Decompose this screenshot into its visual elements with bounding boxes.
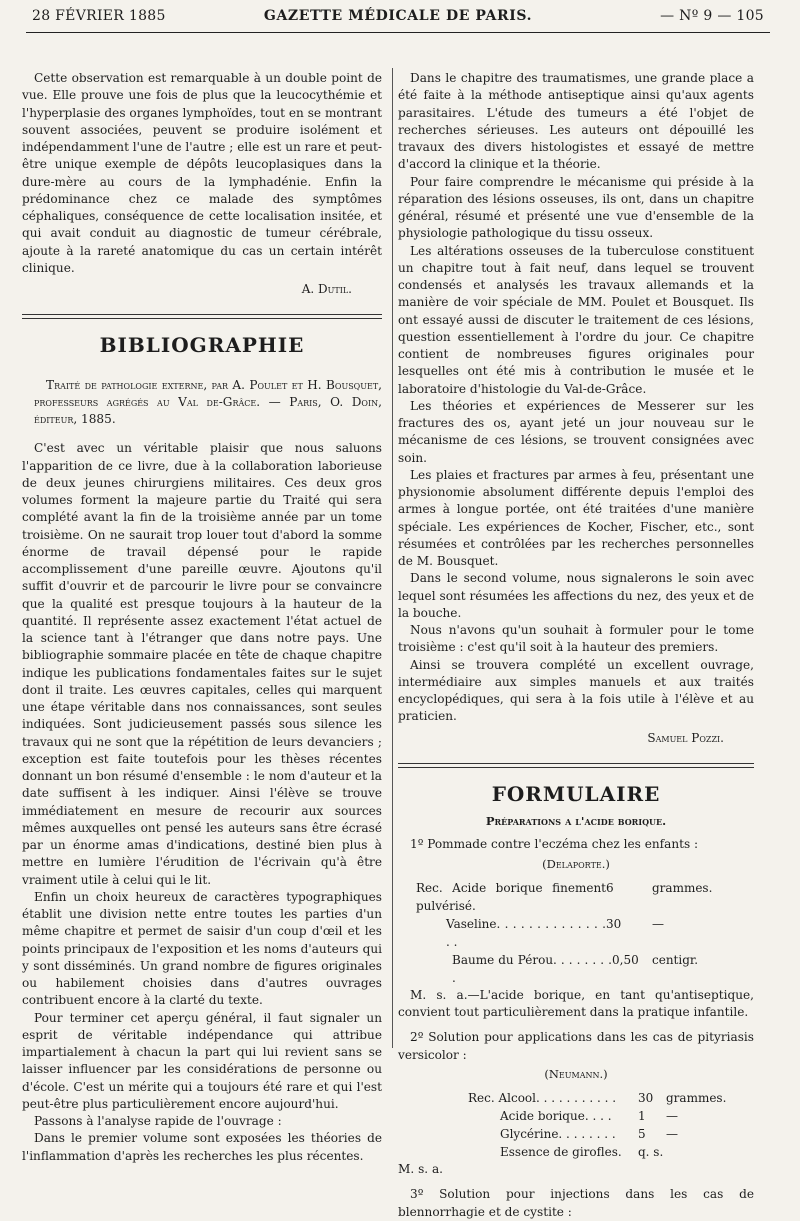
biblio-reference: Traité de pathologie externe, par A. Poulet et H. Bousquet, professeurs agrégés au Val de-Grâce. — Paris, O. Doin, éditeur, 1885. (34, 377, 382, 426)
journal-title: GAZETTE MÉDICALE DE PARIS. (263, 8, 533, 24)
ingredient: Essence de girofles. (500, 1145, 622, 1159)
quantity: q. s. (638, 1145, 664, 1159)
formula-row (416, 879, 754, 915)
unit (678, 1143, 754, 1161)
review-paragraph: Passons à l'analyse rapide de l'ouvrage : (34, 1114, 282, 1128)
formula-row (468, 1143, 754, 1161)
review-paragraph: Enfin un choix heureux de caractères typographiques établit une division nette entre toutes les parties d'un même chapitre et permet de saisir d'un coup d'œil et les points principaux de l'exposition et les noms d'auteurs qui y sont disséminés. Un grand nombre de figures originales ou habilement choisies dans d'autres ouvrages contribuent encore à la clarté du texte. (22, 889, 382, 1008)
observation-paragraph: Cette observation est remarquable à un double point de vue. Elle prouve une fois de plus que la leucocythémie et l'hyperplasie des organes lymphoïdes, tout en se montrant souvent associées, peuvent se produire isolément et indépendamment l'une de l'autre ; elle est un rare et peut-être unique exemple de dépôts leucoplasiques dans la dure-mère au cours de la lymphadénie. Enfin la prédominance chez ce malade des symptômes céphaliques, conséquence de cette localisation insitée, et qui avait conduit au diagnostic de tumeur cérébrale, ajoute à la rareté anatomique du cas un certain intérêt clinique. (22, 71, 382, 275)
bibliographie-title: BIBLIOGRAPHIE (99, 333, 305, 358)
formula-row (468, 1107, 754, 1125)
formula-note: M. s. a.—L'acide borique, en tant qu'antiseptique, convient tout particulièrement dans la pratique infantile. (398, 987, 754, 1019)
formula-title: 2º Solution pour applications dans les cas de pityriasis versicolor : (398, 1030, 754, 1062)
page-header (32, 8, 764, 32)
formula-2-table (468, 1089, 754, 1161)
formula-1-table (416, 879, 754, 987)
ingredient: Acide borique. . . . (500, 1109, 612, 1123)
section-rule (22, 314, 382, 319)
review-paragraph: Dans le premier volume sont exposées les théories de l'inflammation d'après les recherches les plus récentes. (22, 1131, 382, 1163)
quantity: 30 (638, 1091, 654, 1105)
review-paragraph: Nous n'avons qu'un souhait à formuler pour le tome troisième : c'est qu'il soit à la hauteur des premiers. (398, 623, 754, 655)
review-paragraph: Les théories et expériences de Messerer sur les fractures des os, ayant jeté un jour nouveau sur le mécanisme de ces lésions, se trouvent consignées avec soin. (398, 398, 754, 465)
formula-title: 1º Pommade contre l'eczéma chez les enfants : (410, 837, 699, 852)
formula-author: (Neumann.) (544, 1066, 608, 1081)
quantity: 5 (638, 1127, 646, 1141)
quantity: 0,50 (612, 952, 639, 967)
unit: — (666, 1109, 678, 1123)
review-paragraph: Pour terminer cet aperçu général, il faut signaler un esprit de véritable indépendance qui attribue impartialement à chacun la part qui lui revient sans se laisser influencer par les considérations de personne ou d'école. C'est un mérite qui a toujours été rare et qui l'est peut-être plus particulièrement encore aujourd'hui. (22, 1010, 382, 1111)
quantity: 6 (606, 880, 614, 895)
quantity: 1 (638, 1109, 646, 1123)
section-rule (398, 763, 754, 768)
formula-title: 3º Solution pour injections dans les cas de blennorrhagie et de cystite : (398, 1187, 754, 1219)
ingredient: Glycérine. . . . . . . . (500, 1127, 616, 1141)
formula-note: M. s. a. (398, 1162, 444, 1176)
review-paragraph: Pour faire comprendre le mécanisme qui préside à la réparation des lésions osseuses, ils ont, dans un chapitre général, résumé et présenté une vue d'ensemble de la physiologie pathologique du tissu osseux. (398, 174, 754, 241)
review-paragraph: Ainsi se trouvera complété un excellent ouvrage, intermédiaire aux simples manuels et aux traités encyclopédiques, qui sera à la fois utile à l'élève et au praticien. (398, 657, 754, 724)
ingredient: Baume du Pérou. . . . . . . . . (452, 952, 612, 985)
unit: centigr. (652, 952, 699, 967)
formulaire-subtitle: Préparations a l'acide borique. (485, 814, 667, 828)
left-column (22, 70, 382, 1165)
formula-row (468, 1089, 754, 1107)
ingredient: Rec. Alcool. . . . . . . . . . . (468, 1091, 617, 1105)
quantity: 30 (606, 916, 622, 931)
review-paragraph: C'est avec un véritable plaisir que nous saluons l'apparition de ce livre, due à la collaboration laborieuse de deux jeunes chirurgiens militaires. Ces deux gros volumes forment la majeure partie du Traité qui sera complété avant la fin de la troisième année par un tome troisième. On ne saurait trop louer tout d'abord la somme énorme de travail dépensé pour le rapide accomplissement d'une pareille œuvre. Ajoutons qu'il suffit d'ouvrir et de parcourir le livre pour se convaincre que la qualité est presque toujours à la hauteur de la quantité. Il représente assez exactement l'état actuel de la science tant à l'étranger que dans notre pays. Une bibliographie sommaire placée en tête de chaque chapitre indique les publications fondamentales faites sur le sujet dont il traite. Les œuvres capitales, celles qui marquent une étape véritable dans nos connaissances, sont seules indiquées. Sont judicieusement passés sous silence les travaux qui ne sont que la répétition de leurs devanciers ; exception est faite toutefois pour les thèses récentes donnant un bon résumé d'ensemble : le nom d'auteur et la date suffisent à les indiquer. Ainsi l'élève se trouve immédiatement en mesure de recourir aux sources mêmes auxquelles ont pensé les auteurs sans être écrasé par un énorme amas d'indications, destiné bien plus à mettre en lumière l'érudition de l'écrivain qu'à être vraiment utile à celui qui le lit. (22, 441, 382, 887)
observation-signature: A. Dutil. (301, 282, 352, 296)
unit: — (652, 916, 664, 931)
issue-page-number: — Nº 9 — 105 (660, 8, 764, 24)
review-paragraph: Dans le chapitre des traumatismes, une grande place a été faite à la méthode antiseptique ainsi qu'aux agents parasitaires. L'étude des tumeurs a été l'objet de recherches sérieuses. Les auteurs ont dépouillé les travaux des divers histologistes et essayé de mettre d'accord la clinique et la théorie. (398, 71, 754, 172)
review-signature: Samuel Pozzi. (647, 730, 724, 745)
review-paragraph: Dans le second volume, nous signalerons le soin avec lequel sont résumées les affections du nez, des yeux et de la bouche. (398, 571, 754, 620)
right-column (398, 70, 754, 1221)
ingredient: Vaseline. . . . . . . . . . . . . . . . (446, 916, 606, 949)
review-paragraph: Les plaies et fractures par armes à feu, présentant une physionomie absolument différente depuis l'emploi des armes à longue portée, ont été traitées d'une manière spéciale. Les expériences de Kocher, Fischer, etc., sont résumées et contrôlées par les recherches personnelles de M. Bousquet. (398, 467, 754, 568)
unit: grammes. (652, 880, 713, 895)
unit: — (666, 1127, 678, 1141)
formulaire-title: FORMULAIRE (491, 781, 661, 806)
column-divider (392, 68, 393, 1048)
formula-row (468, 1125, 754, 1143)
header-rule (26, 32, 770, 33)
ingredient: Rec. Acide borique finement pulvérisé. (416, 880, 606, 913)
formula-row (416, 951, 754, 987)
formula-author: (Delaporte.) (542, 856, 610, 871)
header-date: 28 FÉVRIER 1885 (32, 8, 166, 24)
unit: grammes. (666, 1091, 727, 1105)
review-paragraph: Les altérations osseuses de la tuberculose constituent un chapitre tout à fait neuf, dans lequel se trouvent condensés et analysés les travaux allemands et la manière de voir spéciale de MM. Poulet et Bousquet. Ils ont essayé aussi de discuter le traitement de ces lésions, question essentiellement à l'ordre du jour. Ce chapitre contient de nombreuses figures originales pour lesquelles ont été mis à contribution le musée et le laboratoire d'histologie du Val-de-Grâce. (398, 243, 754, 396)
formula-row (416, 915, 754, 951)
